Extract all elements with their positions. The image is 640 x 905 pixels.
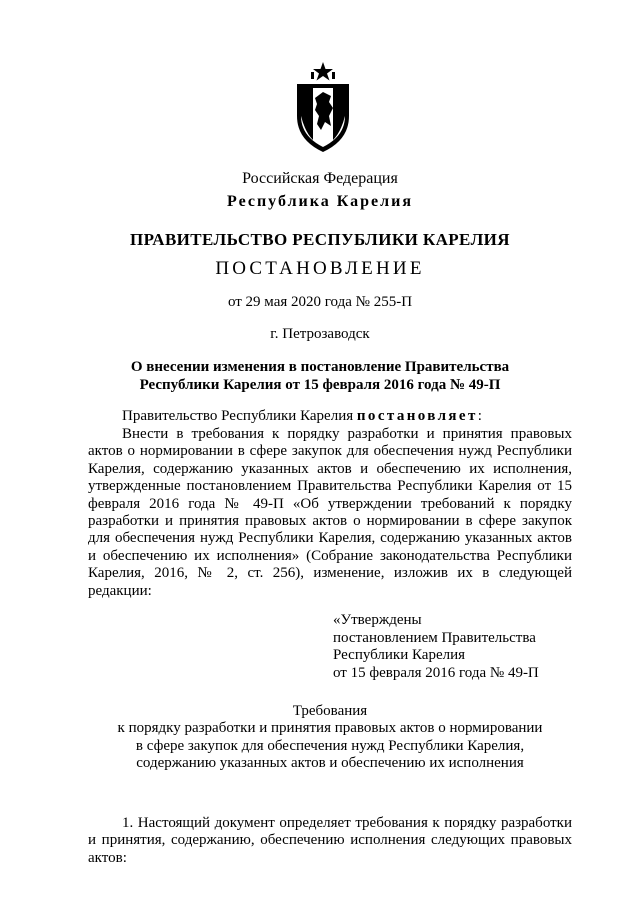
intro-keyword: постановляет	[356, 408, 478, 424]
requirements-line-2: в сфере закупок для обеспечения нужд Республики Карелия,	[135, 737, 525, 754]
document-title-line-2: Республики Карелия от 15 февраля 2016 года № 49-П	[139, 377, 501, 393]
karelia-coat-of-arms-icon	[293, 60, 353, 154]
country-name: Российская Федерация	[242, 170, 398, 187]
document-date-number: от 29 мая 2020 года № 255-П	[227, 294, 413, 310]
intro-prefix: Правительство Республики Карелия	[122, 408, 357, 424]
point-1-paragraph: 1. Настоящий документ определяет требования к порядку разработки и принятия, содержанию, обеспечению исполнения следующих правовых актов:	[88, 815, 572, 866]
government-name: ПРАВИТЕЛЬСТВО РЕСПУБЛИКИ КАРЕЛИЯ	[130, 230, 510, 249]
intro-suffix: :	[477, 408, 482, 424]
document-type: ПОСТАНОВЛЕНИЕ	[215, 258, 425, 279]
document-title-line-1: О внесении изменения в постановление Правительства	[130, 359, 510, 375]
approval-line-2: постановлением Правительства	[333, 629, 536, 646]
requirements-heading: Требования	[292, 703, 368, 719]
document-city: г. Петрозаводск	[270, 326, 370, 342]
main-paragraph: Внести в требования к порядку разработки и принятия правовых актов о нормировании в сфере закупок для обеспечения нужд Республики Карелия, содержанию указанных актов и обеспечению их исполнения, утвержденные постановлением Правительства Республики Карелия от 15 февраля 2016 года № 49-П «Об утверждении требований к порядку разработки и принятия правовых актов о нормировании в сфере закупок для обеспечения нужд Республики Карелия, содержанию указанных актов и обеспечению их исполнения» (Собрание законодательства Республики Карелия, 2016, № 2, ст. 256), изменение, изложив их в следующей редакции:	[88, 426, 572, 599]
approval-block	[333, 612, 539, 682]
requirements-line-1: к порядку разработки и принятия правовых актов о нормировании	[117, 720, 543, 737]
approval-line-1: «Утверждены	[333, 612, 422, 628]
intro-paragraph	[88, 408, 572, 425]
requirements-line-3: содержанию указанных актов и обеспечению их исполнения	[136, 755, 524, 772]
approval-line-4: от 15 февраля 2016 года № 49-П	[333, 664, 539, 681]
approval-line-3: Республики Карелия	[333, 647, 466, 664]
requirements-heading-block	[88, 703, 572, 773]
republic-name: Республика Карелия	[227, 193, 413, 210]
